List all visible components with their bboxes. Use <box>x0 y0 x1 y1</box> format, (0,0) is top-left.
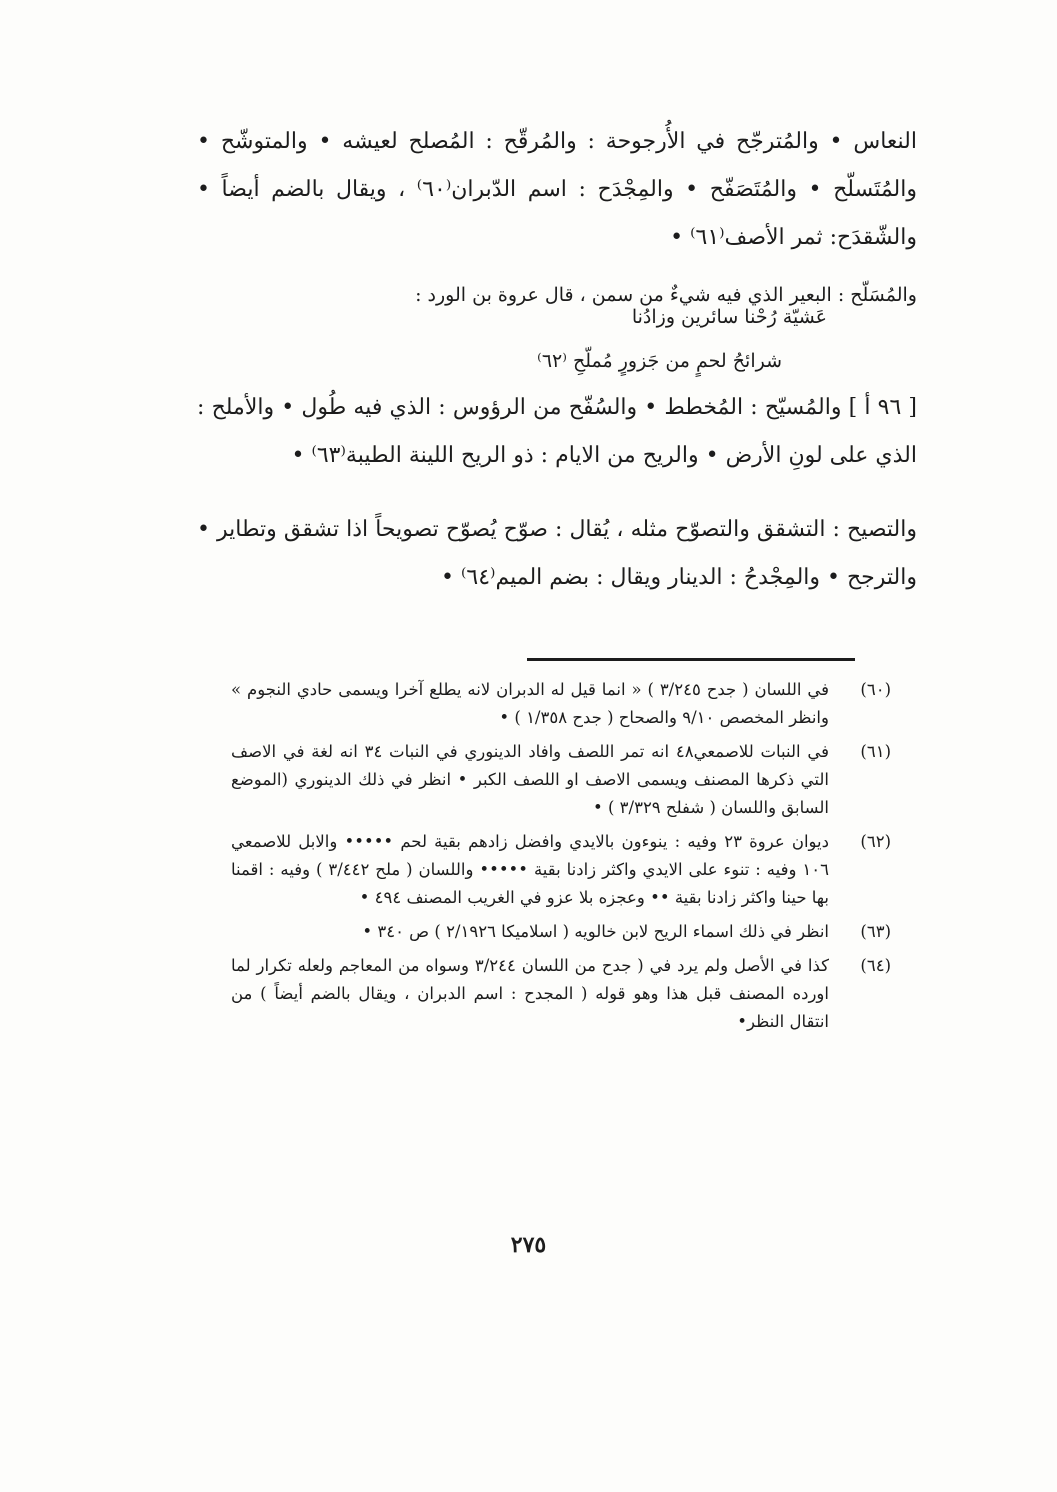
footnote-number: (٦٣) <box>860 922 891 941</box>
poem-verse-first-hemistich: عَشيّة رُحْنا سائرين وزادُنا <box>631 306 827 328</box>
paragraph-text: والتصيح : التشقق والتصوّح مثله ، يُقال : صوّح يُصوّح تصويحاً اذا تشقق وتطاير • والترجح • والمِجْدحُ : الدينار ويقال : بضم الميم⁽٦٤⁾ • <box>197 517 917 590</box>
body-paragraph <box>197 506 917 602</box>
footnote-text: كذا في الأصل ولم يرد في ( جدح من اللسان ٣/٢٤٤ وسواه من المعاجم ولعله تكرار لما اورده المصنف قبل هذا وهو قوله ( المجدح : اسم الدبران ، ويقال بالضم أيضاً ) من انتقال النظر• <box>231 956 830 1031</box>
paragraph-text: النعاس • والمُترجّح في الأُرجوحة : والمُرقّح : المُصلح لعيشه • والمتوشّح • والمُتَسلّح • والمُتَصَفّح • والمِجْدَح : اسم الدّبران⁽٦٠⁾ ، ويقال بالضم أيضاً • والشّقدَح: ثمر الأصف⁽٦١⁾ • <box>197 129 917 250</box>
footnote-text: انظر في ذلك اسماء الريح لابن خالويه ( اسلاميكا ٢/١٩٢٦ ) ص ٣٤٠ • <box>362 922 829 941</box>
footnote-number: (٦٢) <box>860 832 891 851</box>
footnote-divider <box>527 658 855 661</box>
body-paragraph <box>197 118 917 262</box>
footnotes-section <box>231 676 891 1042</box>
footnote-number: (٦٤) <box>860 956 891 975</box>
footnote-number: (٦١) <box>860 742 891 761</box>
footnote-text: ديوان عروة ٢٣ وفيه : ينوءون بالايدي وافضل زادهم بقية لحم ••••• والابل للاصمعي ١٠٦ وفيه : تنوء على الايدي واكثر زادنا بقية ••••• واللسان ( ملح ٣/٤٤٢ ) وفيه : اقمنا بها حينا واكثر زادنا بقية •• وعجزه بلا عزو في الغريب المصنف ٤٩٤ • <box>231 832 829 907</box>
page-number: ٢٧٥ <box>510 1232 547 1258</box>
body-paragraph <box>197 384 917 480</box>
paragraph-text: [ ٩٦ أ ] والمُسيّح : المُخطط • والسُفّح من الرؤوس : الذي فيه طُول • والأملح : الذي على لونِ الأرض • والريح من الايام : ذو الريح اللينة الطيبة⁽٦٣⁾ • <box>197 395 918 468</box>
footnote-text: في النبات للاصمعي٤٨ انه تمر اللصف وافاد الدينوري في النبات ٣٤ انه لغة في الاصف التي ذكرها المصنف ويسمى الاصف او اللصف الكبر • انظر في ذلك الدينوري (الموضع السابق واللسان ( شفلح ٣/٣٢٩ ) • <box>231 742 829 817</box>
footnote <box>231 952 891 1036</box>
footnote <box>231 918 891 946</box>
footnote-number: (٦٠) <box>860 680 891 699</box>
footnote <box>231 676 891 732</box>
footnote-text: في اللسان ( جدح ٣/٢٤٥ ) « انما قيل له الدبران لانه يطلع آخرا ويسمى حادي النجوم » وانظر المخصص ٩/١٠ والصحاح ( جدح ١/٣٥٨ ) • <box>231 680 829 727</box>
footnote <box>231 738 891 822</box>
poem-verse-second-hemistich: شرائحُ لحمٍ من جَزورٍ مُملّحِ ⁽٦٢⁾ <box>537 350 782 372</box>
footnote <box>231 828 891 912</box>
paragraph-text: والمُسَلّح : البعير الذي فيه شيءٌ من سمن ، قال عروة بن الورد : <box>415 284 917 306</box>
